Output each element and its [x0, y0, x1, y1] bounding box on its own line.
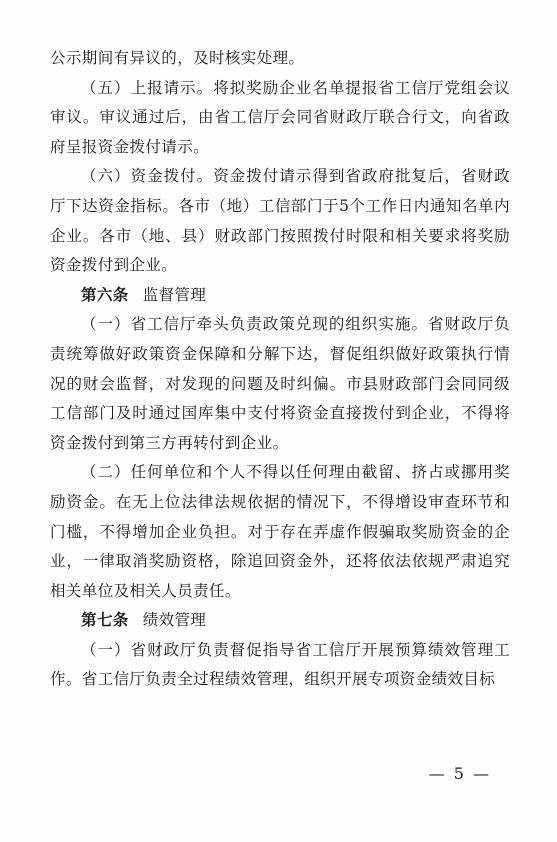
- paragraph-supervision-1: （一）省工信厅牵头负责政策兑现的组织实施。省财政厅负责统筹做好政策资金保障和分解下达，督促组织做好政策执行情况的财会监督，对发现的问题及时纠偏。市县财政部门会同同级工信部门及时通过国库集中支付将资金直接拨付到企业，不得将资金拨付到第三方再转付到企业。: [50, 315, 510, 452]
- page-number: — 5 —: [428, 764, 491, 783]
- article-6-heading: [50, 281, 510, 311]
- paragraph-supervision-2: （二）任何单位和个人不得以任何理由截留、挤占或挪用奖励资金。在无上位法律法规依据的情况下，不得增设审查环节和门槛，不得增加企业负担。对于存在弄虚作假骗取奖励资金的企业，一律取消奖励资格，除追回资金外，还将依法依规严肃追究相关单位及相关人员责任。: [50, 463, 510, 600]
- article-6-title: 监督管理: [142, 285, 207, 304]
- article-7-heading: [50, 606, 510, 636]
- document-body: [50, 44, 510, 695]
- paragraph-continuation: 公示期间有异议的，及时核实处理。: [50, 49, 305, 67]
- article-6-number: 第六条: [81, 285, 129, 304]
- paragraph-report-request: （五）上报请示。将拟奖励企业名单提报省工信厅党组会议审议。审议通过后，由省工信厅会同省财政厅联合行文，向省政府呈报资金拨付请示。: [50, 78, 510, 156]
- paragraph-performance-1: （一）省财政厅负责督促指导省工信厅开展预算绩效管理工作。省工信厅负责全过程绩效管理，组织开展专项资金绩效目标: [50, 640, 510, 689]
- article-7-number: 第七条: [81, 611, 129, 630]
- article-7-title: 绩效管理: [142, 611, 207, 630]
- paragraph-fund-disbursement: （六）资金拨付。资金拨付请示得到省政府批复后，省财政厅下达资金指标。各市（地）工信部门于5个工作日内通知名单内企业。各市（地、县）财政部门按照拨付时限和相关要求将奖励资金拨付到企业。: [50, 167, 510, 275]
